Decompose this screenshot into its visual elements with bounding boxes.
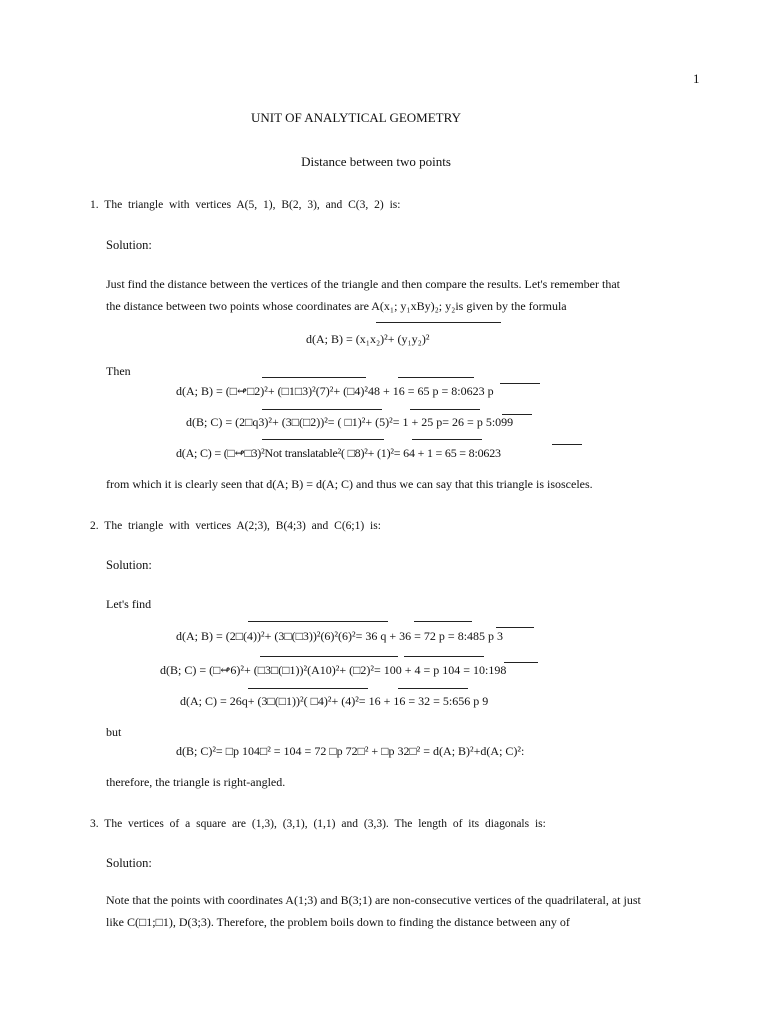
problem-1-line-2: d(B; C) = (2□q3)²+ (3□(□2))²= ( □1)²+ (5)²= 1 + 25 p= 26 = p 5:099 — [186, 415, 514, 429]
problem-1-question: 1. The triangle with vertices A(5, 1), B(2, 3), and C(3, 2) is: — [90, 199, 401, 211]
sqrt-bar — [504, 662, 538, 663]
sqrt-bar — [376, 322, 501, 323]
sqrt-bar — [262, 409, 382, 410]
sqrt-bar — [398, 377, 474, 378]
problem-2-intro: Let's find — [106, 597, 152, 611]
problem-1-line-1: d(A; B) = (□↫□2)²+ (□1□3)²(7)²+ (□4)²48 + 16 = 65 p = 8:0623 p — [176, 384, 494, 398]
problem-2-conclusion: therefore, the triangle is right-angled. — [106, 775, 286, 789]
page-number: 1 — [693, 71, 700, 86]
problem-2-question: 2. The triangle with vertices A(2;3), B(4;3) and C(6;1) is: — [90, 520, 381, 532]
sqrt-bar — [404, 656, 484, 657]
problem-2-line-2: d(B; C) = (□↫6)²+ (□3□(□1))²(A10)²+ (□2)²= 100 + 4 = p 104 = 10:198 — [160, 663, 507, 677]
sqrt-bar — [398, 688, 468, 689]
problem-1-solution-label: Solution: — [106, 238, 152, 252]
document-title: UNIT OF ANALYTICAL GEOMETRY — [251, 110, 461, 125]
problem-2-line-1: d(A; B) = (2□(4))²+ (3□(□3))²(6)²(6)²= 36 q + 36 = 72 p = 8:485 p 3 — [176, 629, 504, 643]
problem-3-solution-label: Solution: — [106, 856, 152, 870]
sqrt-bar — [260, 656, 398, 657]
problem-3-question: 3. The vertices of a square are (1,3), (3,1), (1,1) and (3,3). The length of its diagonals is: — [90, 818, 546, 830]
sqrt-bar — [500, 383, 540, 384]
sqrt-bar — [262, 439, 384, 440]
problem-1-intro: Just find the distance between the vertices of the triangle and then compare the results. Let's remember that the distance between two points whose coordinates are A(x₁; y₁xBy)₂; y₂is given by the formula — [106, 277, 620, 313]
problem-2-line-3: d(A; C) = 26q+ (3□(□1))²( □4)²+ (4)²= 16 + 16 = 32 = 5:656 p 9 — [180, 694, 489, 708]
sqrt-bar — [262, 377, 366, 378]
sqrt-bar — [248, 688, 368, 689]
problem-1-formula: d(A; B) = (x₁x₂)²+ (y₁y₂)² — [306, 332, 430, 346]
sqrt-bar — [414, 621, 472, 622]
sqrt-bar — [496, 627, 534, 628]
sqrt-bar — [412, 439, 482, 440]
problem-2-solution-label: Solution: — [106, 558, 152, 572]
problem-1-conclusion: from which it is clearly seen that d(A; B) = d(A; C) and thus we can say that this triangle is isosceles. — [106, 477, 593, 491]
problem-2-but-label: but — [106, 725, 122, 739]
problem-2-but-line: d(B; C)²= □p 104□² = 104 = 72 □p 72□² + □p 32□² = d(A; B)²+d(A; C)²: — [176, 744, 525, 758]
problem-1-then-label: Then — [106, 364, 131, 378]
section-subtitle: Distance between two points — [301, 154, 451, 169]
problem-3-intro: Note that the points with coordinates A(1;3) and B(3;1) are non-consecutive vertices of the quadrilateral, at just like C(□1;□1), D(3;3). Therefore, the problem boils down to finding the distance between any of — [106, 893, 641, 929]
problem-1-line-3: d(A; C) = (□↫□3)²Not translatable²( □8)²+ (1)²= 64 + 1 = 65 = 8:0623 — [176, 446, 501, 460]
sqrt-bar — [552, 444, 582, 445]
sqrt-bar — [248, 621, 388, 622]
sqrt-bar — [410, 409, 480, 410]
